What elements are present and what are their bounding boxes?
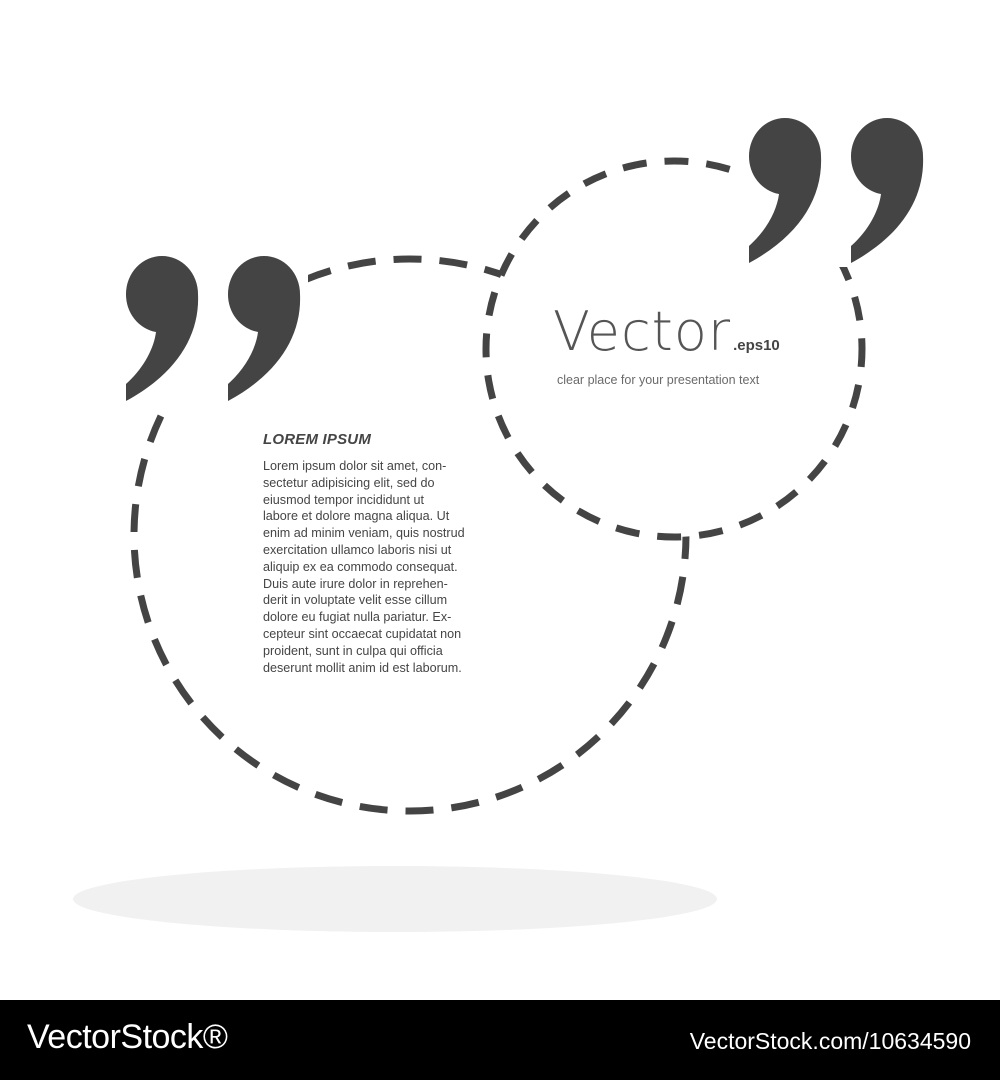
- lorem-body-text: Lorem ipsum dolor sit amet, con- sectetur adipisicing elit, sed do eiusmod tempor incididunt ut labore et dolore magna aliqua. Ut enim ad minim veniam, quis nostrud exercitation ullamco laboris nisi ut aliquip ex ea commodo consequat. Duis aute irure dolor in reprehen- derit in voluptate velit esse cillum dolore eu fugiat nulla pariatur. Ex- cepteur sint occaecat cupidatat non proident, sunt in culpa qui officia deserunt mollit anim id est laborum.: [263, 459, 465, 675]
- right-quote-icon: [740, 112, 930, 267]
- footer-bar: [0, 1000, 1000, 1080]
- floor-shadow: [73, 866, 717, 932]
- eps-suffix: .eps10: [733, 337, 780, 354]
- footer-brand: VectorStock®: [27, 1018, 228, 1056]
- vector-subtitle: clear place for your presentation text: [557, 373, 760, 387]
- vector-heading: [553, 300, 780, 378]
- left-quote-icon: [118, 250, 308, 405]
- lorem-title: LOREM IPSUM: [263, 431, 372, 448]
- vector-title: Vector: [553, 300, 732, 363]
- footer-image-id: VectorStock.com/10634590: [689, 1028, 971, 1054]
